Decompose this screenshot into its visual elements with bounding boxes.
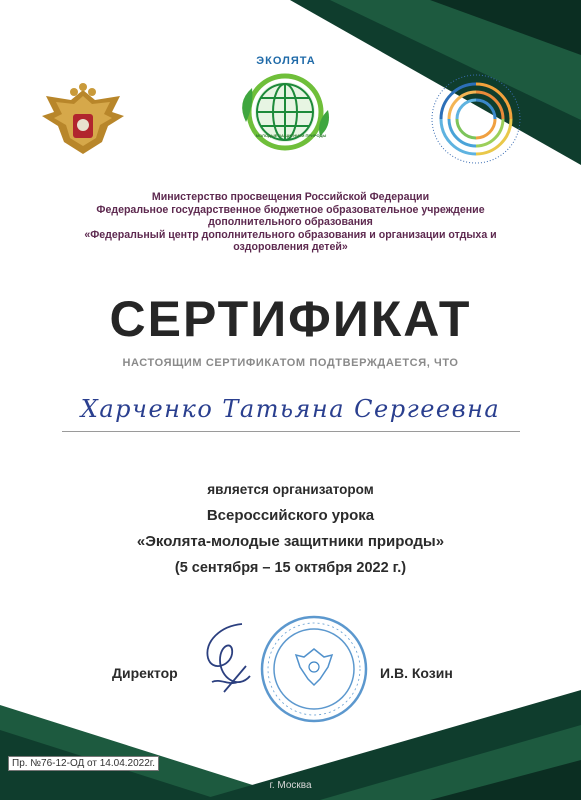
ministry-line-5: оздоровления детей» (233, 241, 348, 254)
eco-logo-subtitle: МОЛОДЫЕ ЗАЩИТНИКИ ПРИРОДЫ (255, 133, 327, 138)
director-label: Директор (112, 665, 178, 681)
emblem-icon (40, 82, 126, 162)
director-signature (190, 620, 270, 700)
eco-logo-title: ЭКОЛЯТА (256, 55, 316, 67)
lesson-line-2: «Эколята-молодые защитники природы» (136, 533, 445, 550)
eco-logo-icon (228, 52, 342, 164)
recipient-name: Харченко Татьяна Сергеевна (80, 395, 501, 423)
ministry-line-2: Федеральное государственное бюджетное образовательное учреждение (96, 203, 485, 216)
lesson-line-1: Всероссийского урока (206, 507, 375, 524)
lesson-dates: (5 сентября – 15 октября 2022 г.) (174, 560, 407, 576)
certificate-title: СЕРТИФИКАТ (109, 291, 472, 347)
ministry-line-4: «Федеральный центр дополнительного образования и организации отдыха и (84, 228, 497, 241)
city-text: г. Москва (269, 780, 312, 791)
name-underline (62, 431, 520, 432)
ministry-header (40, 191, 541, 254)
order-number: Пр. №76-12-ОД от 14.04.2022г. (8, 756, 159, 771)
director-name: И.В. Козин (380, 665, 453, 681)
ministry-line-1: Министерство просвещения Российской Федерации (151, 191, 430, 203)
role-text: является организатором (207, 482, 374, 497)
confirm-text: НАСТОЯЩИМ СЕРТИФИКАТОМ ПОДТВЕРЖДАЕТСЯ, ЧТО (122, 357, 459, 369)
official-stamp (258, 613, 370, 725)
spiral-logo-icon (428, 72, 524, 166)
ministry-line-3: дополнительного образования (208, 216, 373, 229)
